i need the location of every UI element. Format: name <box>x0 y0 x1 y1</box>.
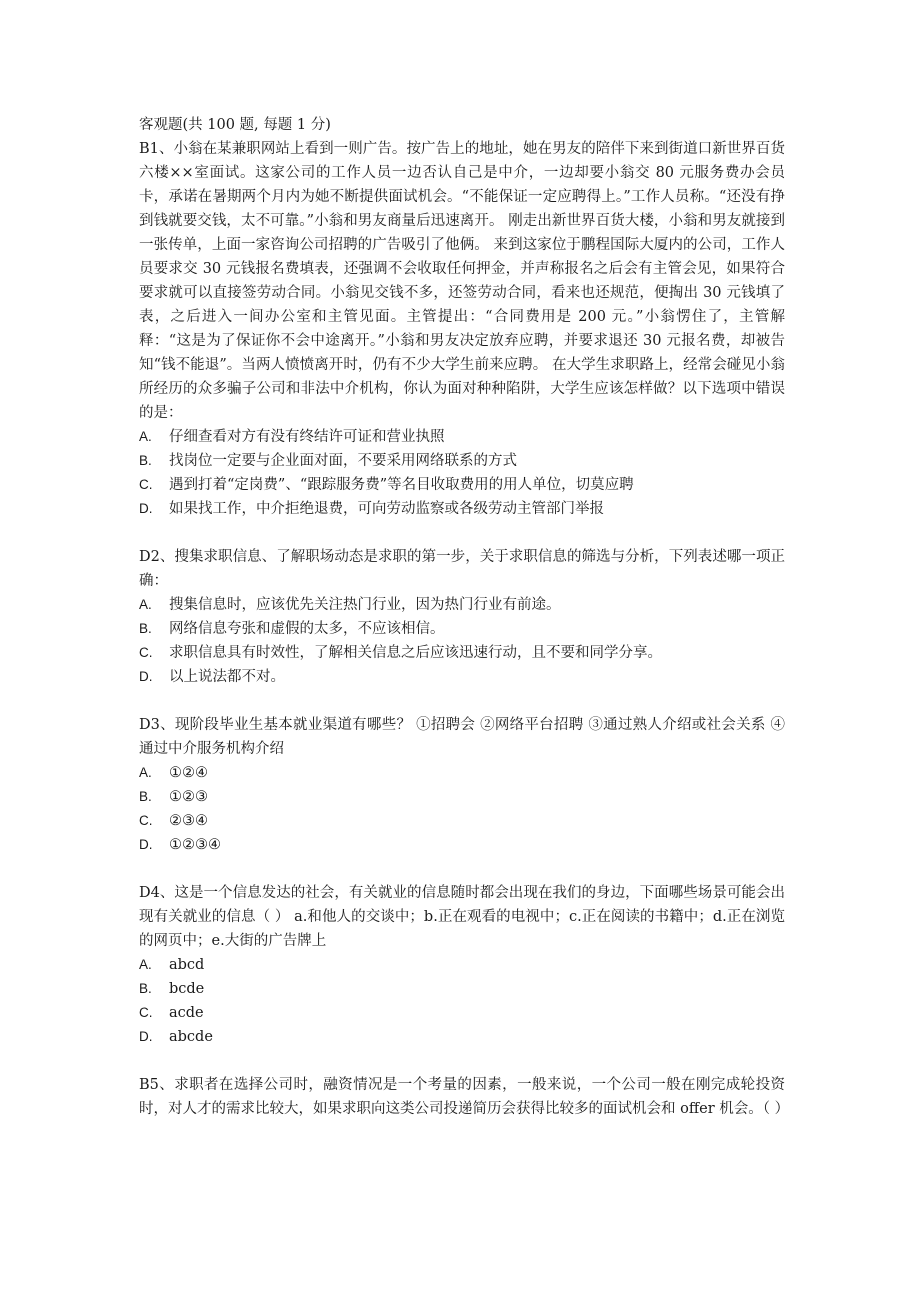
option-a: A. abcd <box>139 957 205 973</box>
question-stem: D2、搜集求职信息、了解职场动态是求职的第一步，关于求职信息的筛选与分析，下列表述哪一项正确： <box>139 549 785 589</box>
option-a: A. 仔细查看对方有没有终结许可证和营业执照 <box>139 429 445 445</box>
option-c: C. 遇到打着“定岗费”、“跟踪服务费”等名目收取费用的用人单位，切莫应聘 <box>139 477 634 493</box>
option-d: D. abcde <box>139 1029 213 1045</box>
option-d: D. 如果找工作，中介拒绝退费，可向劳动监察或各级劳动主管部门举报 <box>139 501 604 517</box>
question-1 <box>139 137 785 521</box>
option-b: B. 网络信息夸张和虚假的太多，不应该相信。 <box>139 621 445 637</box>
spacer <box>139 1049 785 1073</box>
question-4 <box>139 881 785 1049</box>
spacer <box>139 857 785 881</box>
question-3 <box>139 713 785 857</box>
question-2 <box>139 545 785 689</box>
option-c: C. acde <box>139 1005 204 1021</box>
option-b: B. 找岗位一定要与企业面对面，不要采用网络联系的方式 <box>139 453 517 469</box>
question-stem: B5、求职者在选择公司时，融资情况是一个考量的因素，一般来说，一个公司一般在刚完成轮投资时，对人才的需求比较大，如果求职向这类公司投递简历会获得比较多的面试机会和 offer 机会。（ ） <box>139 1077 790 1117</box>
spacer <box>139 689 785 713</box>
question-stem: B1、小翁在某兼职网站上看到一则广告。按广告上的地址，她在男友的陪伴下来到街道口新世界百货六楼××室面试。这家公司的工作人员一边否认自己是中介，一边却要小翁交 80 元服务费办会员卡，承诺在暑期两个月内为她不断提供面试机会。“不能保证一定应聘得上。”工作人员称。“还没有挣到钱就要交钱，太不可靠。”小翁和男友商量后迅速离开。 刚走出新世界百货大楼，小翁和男友就接到一张传单，上面一家咨询公司招聘的广告吸引了他俩。 来到这家位于鹏程国际大厦内的公司，工作人员要求交 30 元钱报名费填表，还强调不会收取任何押金，并声称报名之后会有主管会见，如果符合要求就可以直接签劳动合同。小翁见交钱不多，还签劳动合同，看来也还规范，便掏出 30 元钱填了表，之后进入一间办公室和主管见面。主管提出：“合同费用是 200 元。”小翁愣住了，主管解释：“这是为了保证你不会中途离开。”小翁和男友决定放弃应聘，并要求退还 30 元报名费，却被告知“钱不能退”。当两人愤愤离开时，仍有不少大学生前来应聘。 在大学生求职路上，经常会碰见小翁所经历的众多骗子公司和非法中介机构，你认为面对种种陷阱，大学生应该怎样做？以下选项中错误的是： <box>139 141 785 421</box>
option-d: D. ①②③④ <box>139 837 221 853</box>
question-stem: D4、这是一个信息发达的社会，有关就业的信息随时都会出现在我们的身边，下面哪些场景可能会出现有关就业的信息（ ） a.和他人的交谈中；b.正在观看的电视中；c.正在阅读的书籍中；d.正在浏览的网页中；e.大街的广告牌上 <box>139 885 785 949</box>
spacer <box>139 521 785 545</box>
option-a: A. ①②④ <box>139 765 208 781</box>
option-d: D. 以上说法都不对。 <box>139 669 285 685</box>
option-b: B. ①②③ <box>139 789 208 805</box>
option-b: B. bcde <box>139 981 205 997</box>
option-c: C. 求职信息具有时效性，了解相关信息之后应该迅速行动，且不要和同学分享。 <box>139 645 662 661</box>
question-5 <box>139 1073 790 1121</box>
option-a: A. 搜集信息时，应该优先关注热门行业，因为热门行业有前途。 <box>139 597 561 613</box>
option-c: C. ②③④ <box>139 813 208 829</box>
document-page <box>139 113 790 1121</box>
question-stem: D3、现阶段毕业生基本就业渠道有哪些？ ①招聘会 ②网络平台招聘 ③通过熟人介绍或社会关系 ④通过中介服务机构介绍 <box>139 717 785 757</box>
section-header: 客观题(共 100 题, 每题 1 分) <box>139 117 331 133</box>
